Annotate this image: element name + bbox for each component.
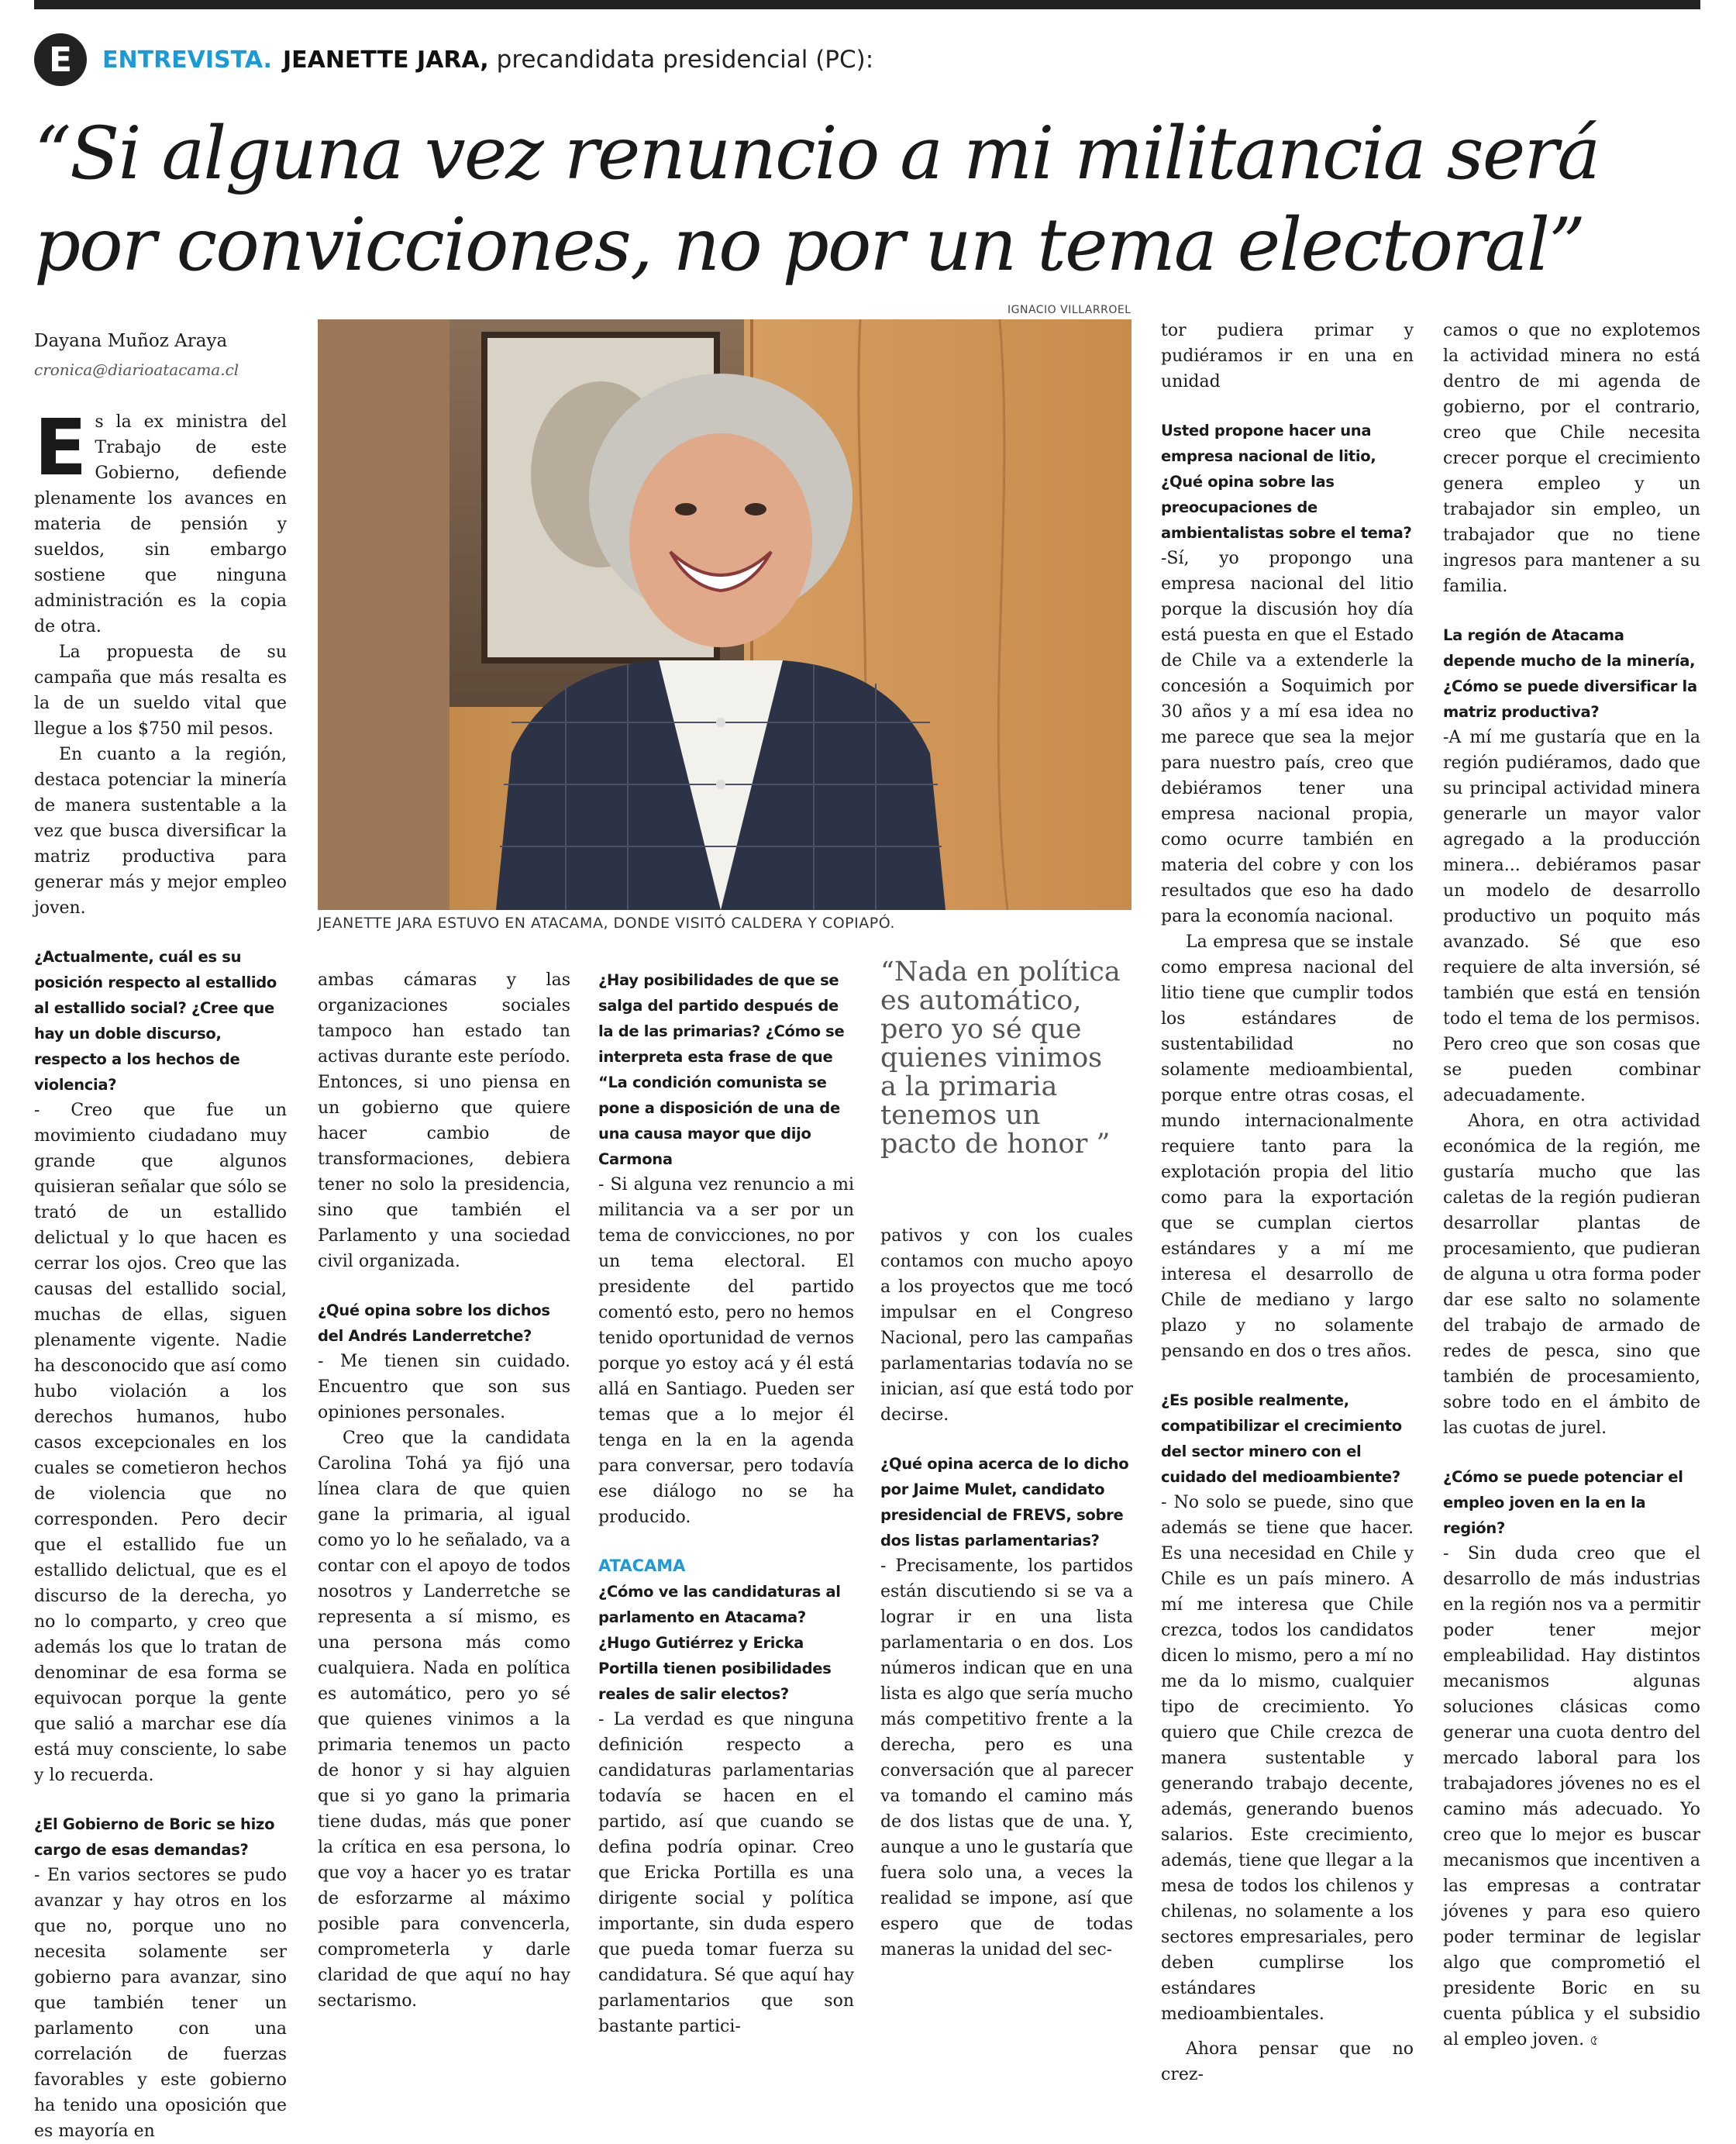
section-label: ATACAMA — [598, 1556, 686, 1575]
paragraph: La propuesta de su campaña que más resalta es la de un sueldo vital que llegue a los $750 mil pesos. — [34, 643, 287, 739]
answer: - Si alguna vez renuncio a mi militancia va a ser por un tema de convicciones, no por un tema electoral. El presidente del partido comentó esto, pero no hemos tenido oportunidad de vernos porque yo estoy acá y él está allá en Santiago. Pueden ser temas que a lo mejor él tenga en la en la agenda para conversar, pero todavía ese diálogo no se ha producido. — [598, 1175, 854, 1527]
paragraph: La empresa que se instale como empresa nacional del litio tiene que cumplir todos los estándares de sustentabilidad no solamente medioambiental, porque entre otras cosas, el mundo internacionalmente requiere tanto para la explotación propia del litio como para la exportación que se cumplan ciertos estándares y a mí me interesa el desarrollo de Chile de mediano y largo plazo y no solamente pensando en dos o tres años. — [1161, 932, 1414, 1361]
answer: - Sin duda creo que el desarrollo de más industrias en la región nos va a permitir poder tener mejor empleabilidad. Hay distintos mecanismos algunas soluciones clásicas como generar una cuota dentro del mercado laboral para los trabajadores jóvenes no es el camino más adecuado. Yo creo que lo mejor es buscar mecanismos que incentiven a las empresas a contratar jóvenes y para eso quiero poder terminar de legislar algo que comprometió el presidente Boric en su cuenta pública y el subsidio al empleo joven. ৫ — [1443, 1544, 1700, 2049]
pull-quote: “Nada en política es automático, pero yo sé que quienes vinimos a la primaria tenemos un pacto de honor ” — [880, 957, 1121, 1160]
answer: -Sí, yo propongo una empresa nacional del litio porque la discusión hoy día está puesta en que el Estado de Chile va a extenderle la concesión a Soquimich por 30 años y a mí esa idea no me parece que sea la mejor para nuestro país, creo que debiéramos tener una empresa nacional propia, como ocurre también en materia del cobre y con los resultados que eso ha dado para la economía nacional. — [1161, 549, 1414, 926]
section-badge: E — [34, 33, 87, 86]
column-3 — [598, 967, 854, 2039]
answer: pativos y con los cuales contamos con mucho apoyo a los proyectos que me tocó impulsar en el Congreso Nacional, pero las campañas parlamentarias todavía no se inician, así que está todo por decirse. — [880, 1226, 1133, 1425]
question: ¿Es posible realmente, compatibilizar el crecimiento del sector minero con el cuidado del medioambiente? — [1161, 1391, 1402, 1486]
photo-caption: JEANETTE JARA ESTUVO EN ATACAMA, DONDE VISITÓ CALDERA Y COPIAPÓ. — [318, 915, 895, 932]
answer: - Precisamente, los partidos están discutiendo si se va a lograr ir en una lista parlamentaria o en dos. Los números indican que en una lista es algo que sería mucho más competitivo frente a la derecha, pero es una conversación que al parecer va tomando el camino más de dos listas que de una. Y, aunque a uno le gustaría que fuera solo una, a veces la realidad se impone, así que espero que de todas maneras la unidad del sec- — [880, 1556, 1133, 1960]
question: ¿El Gobierno de Boric se hizo cargo de esas demandas? — [34, 1815, 275, 1859]
question: La región de Atacama depende mucho de la minería, ¿Cómo se puede diversificar la matriz productiva? — [1443, 626, 1697, 721]
answer: camos o que no explotemos la actividad minera no está dentro de mi agenda de gobierno, por el contrario, creo que Chile necesita crecer porque el crecimiento genera empleo y un trabajador sin empleo, un trabajador que no tiene ingresos para mantener a su familia. — [1443, 321, 1700, 596]
column-5 — [1161, 318, 1414, 2087]
portrait-illustration — [318, 319, 1132, 910]
question: ¿Cómo ve las candidaturas al parlamento en Atacama? ¿Hugo Gutiérrez y Ericka Portilla tienen posibilidades reales de salir electos? — [598, 1583, 841, 1703]
interviewee-role: precandidata presidencial (PC): — [496, 46, 874, 74]
byline-email[interactable]: cronica@diarioatacama.cl — [34, 360, 239, 379]
question: ¿Hay posibilidades de que se salga del partido después de la de las primarias? ¿Cómo se interpreta esta frase de que “La condición comunista se pone a disposición de una de una causa mayor que dijo Carmona — [598, 971, 845, 1168]
answer: tor pudiera primar y pudiéramos ir en una en unidad — [1161, 321, 1414, 391]
answer: - Creo que fue un movimiento ciudadano muy grande que algunos quisieran señalar que sólo se trató de un estallido delictual y lo que hacen es cerrar los ojos. Creo que las causas del estallido social, muchas de ellas, siguen plenamente vigente. Nadie ha desconocido que así como hubo violación a los derechos humanos, hubo casos excepcionales en los cuales se cometieron hechos de violencia que no corresponden. Pero decir que el estallido fue un estallido delictual, que es el discurso de la derecha, yo no lo comparto, y creo que además los que lo tratan de denominar de esa forma se equivocan porque la gente que salió a marchar ese día está muy consciente, lo sabe y lo recuerda. — [34, 1101, 287, 1785]
top-rule — [34, 0, 1700, 9]
kicker-label: ENTREVISTA. — [102, 46, 272, 74]
kicker-row — [34, 33, 873, 87]
question: ¿Qué opina acerca de lo dicho por Jaime Mulet, candidato presidencial de FREVS, sobre dos listas parlamentarias? — [880, 1455, 1129, 1549]
column-2 — [318, 967, 570, 2014]
drop-cap: E — [34, 402, 88, 493]
photo-credit: IGNACIO VILLARROEL — [1008, 304, 1132, 316]
paragraph: Ahora, en otra actividad económica de la región, me gustaría mucho que las caletas de la región pudieran desarrollar plantas de procesamiento, que pudieran de alguna u otra forma poder dar ese salto no solamente del trabajo de armado de redes de pesca, sino que también de procesamiento, sobre todo en el ámbito de las cuotas de jurel. — [1443, 1112, 1700, 1438]
lead-paragraph: Es la ex ministra del Trabajo de este Gobierno, defiende plenamente los avances en materia de pensión y sueldos, sin embargo sostiene que ninguna administración es la copia de otra. — [34, 402, 287, 636]
question: ¿Cómo se puede potenciar el empleo joven en la en la región? — [1443, 1468, 1683, 1537]
answer: - No solo se puede, sino que además se tiene que hacer. Es una necesidad en Chile y Chile es un país minero. A mí me interesa que Chile crezca, todos los candidatos dicen lo mismo, pero a mí no me da lo mismo, cualquier tipo de crecimiento. Yo quiero que Chile crezca de manera sustentable y generando trabajo decente, además, generando buenos salarios. Este crecimiento, además, tiene que llegar a la mesa de todos los chilenos y chilenas, no solamente a los sectores empresariales, pero deben cumplirse los estándares medioambientales. — [1161, 1493, 1414, 2024]
paragraph: Ahora pensar que no crez- — [1161, 2039, 1414, 2084]
portrait-photo — [318, 319, 1132, 910]
end-mark-icon: ৫ — [1590, 2032, 1599, 2049]
answer: ambas cámaras y las organizaciones sociales tampoco han estado tan activas durante este período. Entonces, si uno piensa en un gobierno que quiere hacer cambio de transformaciones, debiera tener no solo la presidencia, sino que también el Parlamento y una sociedad civil organizada. — [318, 970, 570, 1271]
column-1 — [34, 318, 287, 2144]
question: ¿Qué opina sobre los dichos del Andrés Landerretche? — [318, 1301, 550, 1345]
question: ¿Actualmente, cuál es su posición respecto al estallido al estallido social? ¿Cree que hay un doble discurso, respecto a los hechos de violencia? — [34, 948, 277, 1094]
paragraph: Creo que la candidata Carolina Tohá ya fijó una línea clara de que quien gane la primaria, al igual como yo lo he señalado, va a contar con el apoyo de todos nosotros y Landerretche se representa a sí mismo, es una persona más como cualquiera. Nada en política es automático, pero yo sé que quienes vinimos a la primaria tenemos un pacto de honor y si hay alguien que si yo gano la primaria tiene dudas, más que poner la crítica en esa persona, lo que voy a hacer yo es tratar de esforzarme al máximo posible para convencerla, comprometerla y darle claridad de que aquí no hay sectarismo. — [318, 1429, 570, 2011]
interviewee-name: JEANETTE JARA, — [282, 46, 489, 74]
question: Usted propone hacer una empresa nacional de litio, ¿Qué opina sobre las preocupaciones de ambientalistas sobre el tema? — [1161, 422, 1412, 542]
answer: - La verdad es que ninguna definición respecto a candidaturas parlamentarias todavía se hacen en el partido, así que cuando se defina podría opinar. Creo que Ericka Portilla es una dirigente social y política importante, sin duda espero que pueda tomar fuerza su candidatura. Sé que aquí hay parlamentarios que son bastante partici- — [598, 1710, 854, 2036]
answer: - En varios sectores se pudo avanzar y hay otros en los que no, porque uno no necesita solamente ser gobierno para avanzar, sino que también tener un parlamento con una correlación de fuerzas favorables y este gobierno ha tenido una oposición que es mayoría en — [34, 1866, 287, 2141]
answer: -A mí me gustaría que en la región pudiéramos, dado que su principal actividad minera generarle un mayor valor agregado a la producción minera... debiéramos pasar un modelo de desarrollo productivo un poquito más avanzado. Sé que eso requiere de alta inversión, sé también que está en tensión todo el tema de los permisos. Pero creo que son cosas que se pueden combinar adecuadamente. — [1443, 728, 1700, 1105]
column-6 — [1443, 318, 1700, 2053]
answer: - Me tienen sin cuidado. Encuentro que son sus opiniones personales. — [318, 1352, 570, 1422]
headline: “Si alguna vez renuncio a mi militancia será por convicciones, no por un tema electoral” — [34, 112, 1600, 288]
paragraph: En cuanto a la región, destaca potenciar la minería de manera sustentable a la vez que busca diversificar la matriz productiva para generar más y mejor empleo joven. — [34, 745, 287, 918]
byline-author: Dayana Muñoz Araya — [34, 331, 228, 351]
column-4 — [880, 1223, 1133, 1963]
